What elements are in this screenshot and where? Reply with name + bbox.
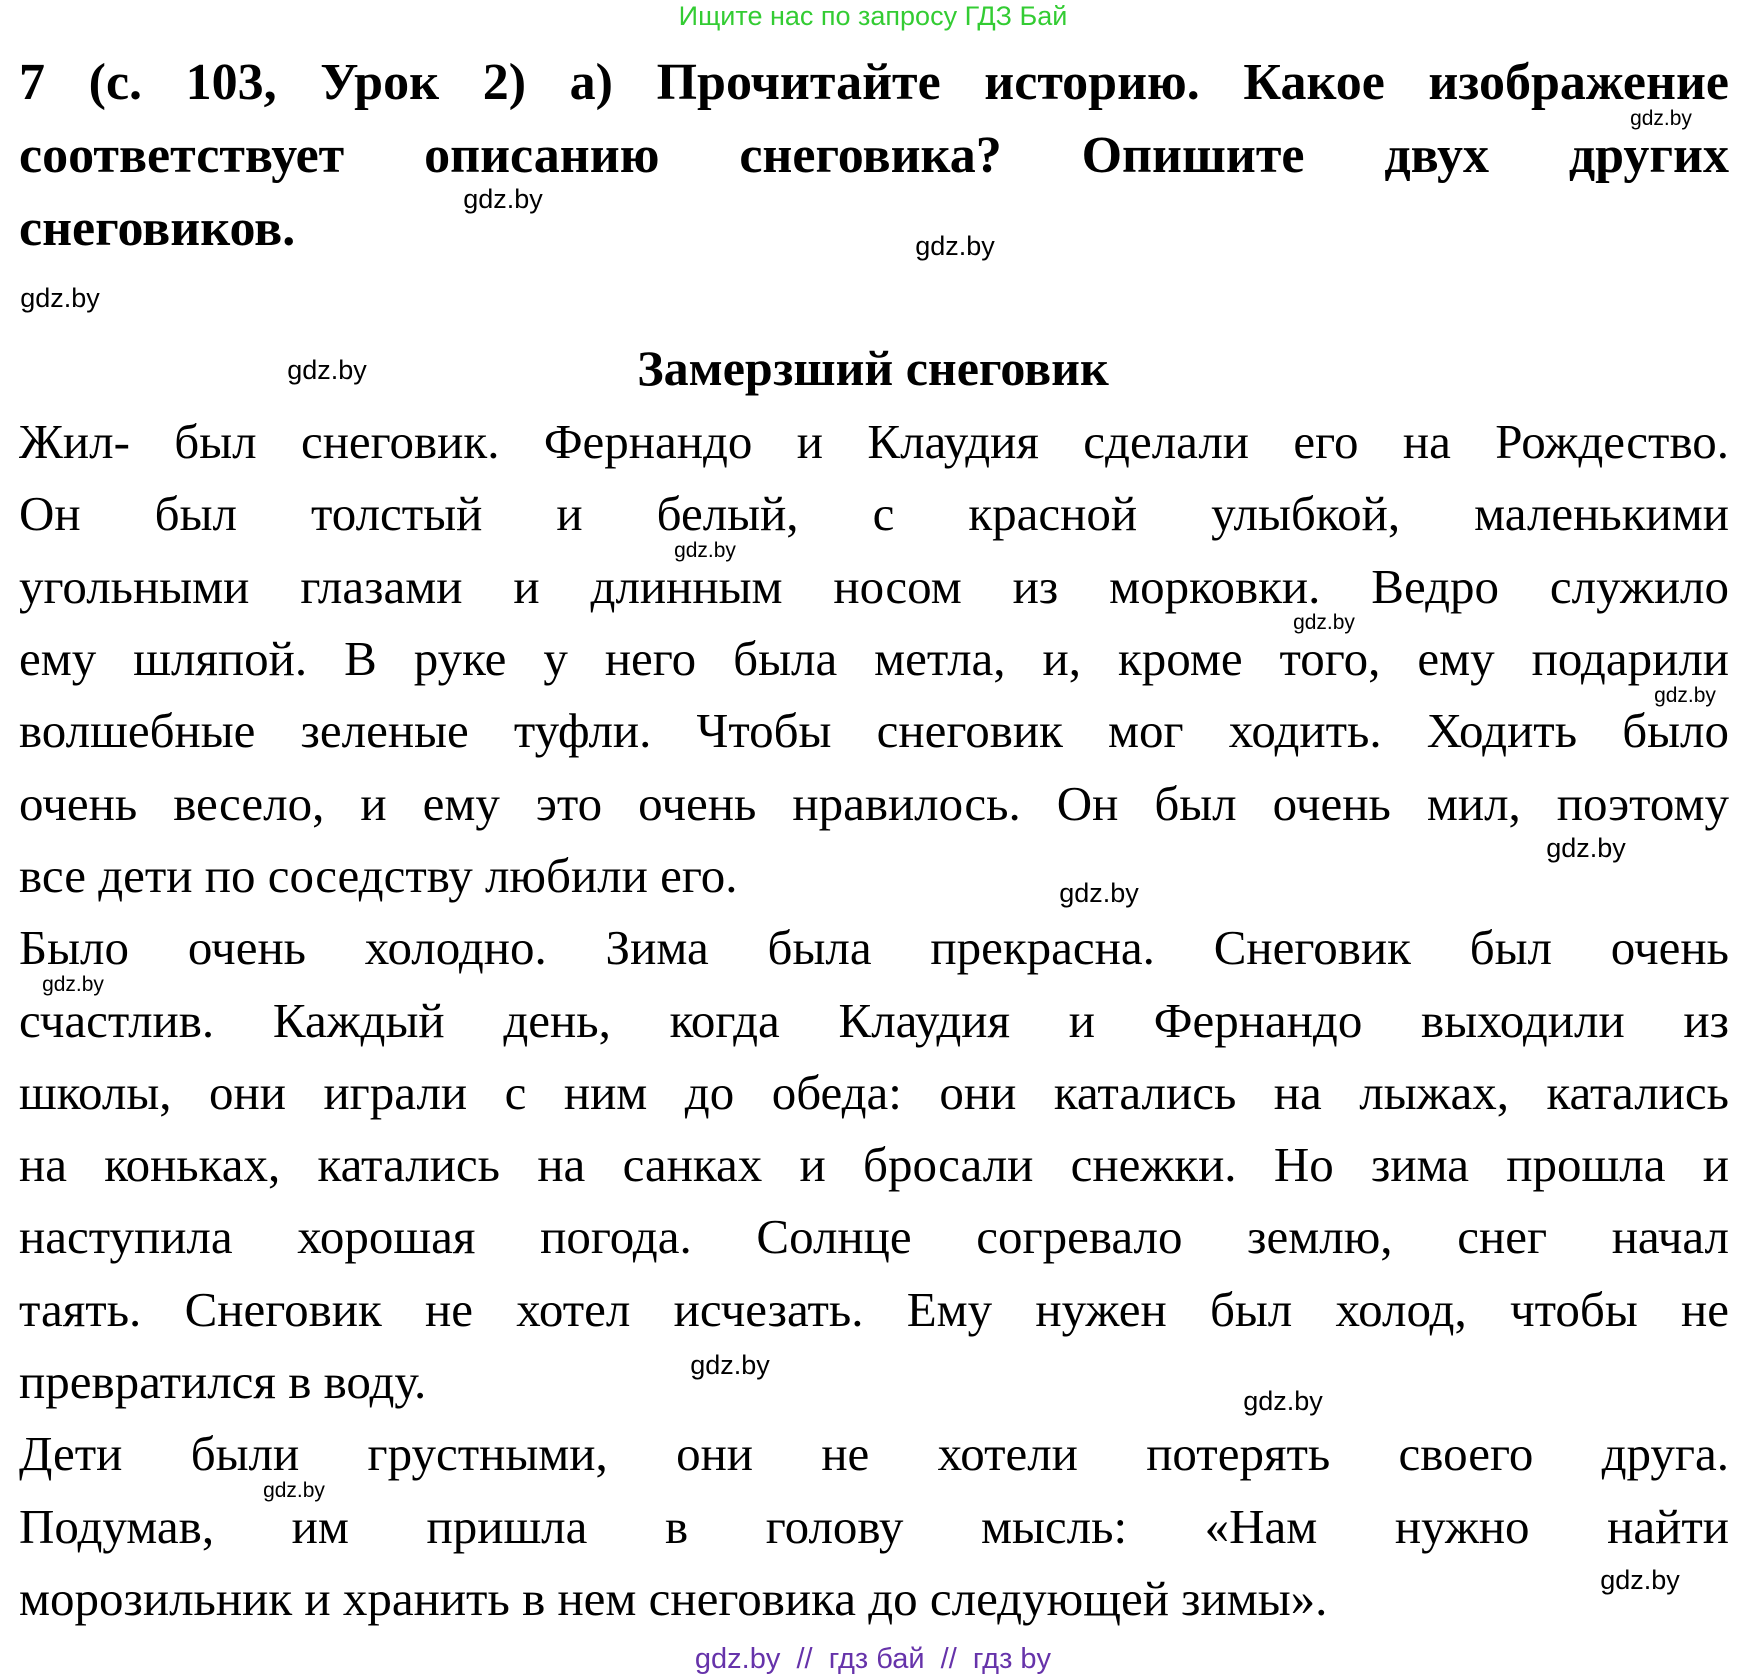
footer-links: gdz.by // гдз бай // гдз by: [694, 1643, 1052, 1675]
watermark: gdz.by: [42, 973, 104, 996]
watermark: gdz.by: [690, 1350, 770, 1380]
task-line: 7 (с. 103, Урок 2) а) Прочитайте историю. Какое изображение: [19, 53, 1729, 111]
task-line: соответствует описанию снеговика? Опишите двух других: [19, 126, 1729, 184]
watermark: gdz.by: [20, 283, 100, 313]
story-line: ему шляпой. В руке у него была метла, и, кроме того, ему подарили: [19, 631, 1729, 687]
story-line: превратился в воду.: [19, 1354, 427, 1409]
story-line: угольными глазами и длинным носом из морковки. Ведро служило: [19, 558, 1729, 614]
watermark: gdz.by: [1546, 833, 1626, 863]
story-line: Жил- был снеговик. Фернандо и Клаудия сделали его на Рождество.: [19, 414, 1729, 470]
story-title: Замерзший снеговик: [637, 340, 1109, 396]
watermark: gdz.by: [263, 1479, 325, 1502]
watermark: gdz.by: [674, 539, 736, 562]
story-line: счастлив. Каждый день, когда Клаудия и Фернандо выходили из: [19, 992, 1729, 1048]
watermark: gdz.by: [287, 355, 367, 385]
task-heading: [19, 55, 1729, 274]
story-text: [19, 415, 1729, 1644]
watermark: gdz.by: [1243, 1386, 1323, 1416]
story-line: Дети были грустными, они не хотели потерять своего друга.: [19, 1426, 1729, 1482]
story-line: морозильник и хранить в нем снеговика до следующей зимы».: [19, 1570, 1328, 1626]
story-line: все дети по соседству любили его.: [19, 847, 738, 903]
watermark: gdz.by: [1600, 1565, 1680, 1595]
story-line: очень весело, и ему это очень нравилось. Он был очень мил, поэтому: [19, 775, 1729, 831]
watermark: gdz.by: [463, 184, 543, 214]
watermark: gdz.by: [1293, 611, 1355, 634]
story-line: наступила хорошая погода. Солнце согревало землю, снег начал: [19, 1209, 1729, 1265]
story-line: таять. Снеговик не хотел исчезать. Ему нужен был холод, чтобы не: [19, 1281, 1729, 1337]
story-line: Подумав, им пришла в голову мысль: «Нам нужно найти: [19, 1498, 1729, 1554]
watermark: gdz.by: [1630, 107, 1692, 130]
story-line: волшебные зеленые туфли. Чтобы снеговик мог ходить. Ходить было: [19, 703, 1729, 759]
watermark: gdz.by: [1654, 684, 1716, 707]
watermark: gdz.by: [915, 231, 995, 261]
story-line: Он был толстый и белый, с красной улыбкой, маленькими: [19, 486, 1729, 542]
story-line: на коньках, катались на санках и бросали снежки. Но зима прошла и: [19, 1137, 1729, 1193]
story-line: школы, они играли с ним до обеда: они катались на лыжах, катались: [19, 1064, 1729, 1120]
story-line: Было очень холодно. Зима была прекрасна. Снеговик был очень: [19, 920, 1729, 976]
watermark: gdz.by: [1059, 878, 1139, 908]
task-line: снеговиков.: [19, 199, 296, 257]
search-hint: Ищите нас по запросу ГДЗ Бай: [678, 1, 1068, 31]
